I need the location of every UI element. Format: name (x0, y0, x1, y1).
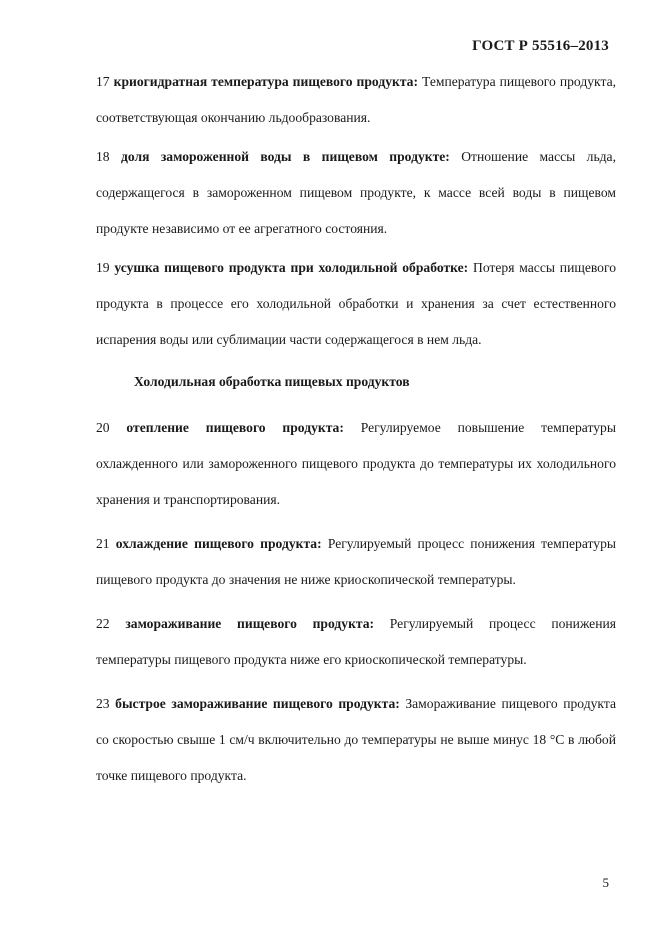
term-entry-21 (96, 526, 616, 598)
entry-definition: Потеря массы пищевого продукта в процессе его холодильной обработки и хранения за счет естественного испарения воды или сублимации части содержащегося в нем льда. (96, 260, 617, 347)
entry-number: 23 (96, 696, 110, 711)
entry-number: 19 (96, 260, 110, 275)
entry-definition: Отношение массы льда, содержащегося в замороженном пищевом продукте, к массе всей воды в пищевом продукте независимо от ее агрегатного состояния. (96, 149, 616, 236)
term-entry-23 (96, 686, 616, 794)
entry-term: охлаждение пищевого продукта: (115, 536, 322, 551)
entry-number: 21 (96, 536, 110, 551)
term-entry-20 (96, 410, 616, 518)
entry-definition: Регулируемый процесс понижения температуры пищевого продукта до значения не ниже криоскопической температуры. (96, 536, 616, 587)
section-heading: Холодильная обработка пищевых продуктов (134, 374, 410, 389)
entry-definition: Регулируемый процесс понижения температуры пищевого продукта ниже его криоскопической температуры. (96, 616, 616, 667)
entry-number: 18 (96, 149, 110, 164)
standard-number-header: ГОСТ Р 55516–2013 (472, 38, 609, 54)
entry-number: 20 (96, 420, 110, 435)
entry-term: усушка пищевого продукта при холодильной обработке: (114, 260, 469, 275)
page-number: 5 (602, 875, 609, 890)
entry-definition: Температура пищевого продукта, соответствующая окончанию льдообразования. (96, 74, 616, 125)
term-entry-18 (96, 139, 616, 247)
entry-term: доля замороженной воды в пищевом продукте: (120, 149, 450, 164)
entry-definition: Замораживание пищевого продукта со скоростью свыше 1 см/ч включительно до температуры не выше минус 18 °С в любой точке пищевого продукта. (96, 696, 616, 783)
entry-term: криогидратная температура пищевого продукта: (113, 74, 419, 89)
entry-number: 17 (96, 74, 110, 89)
entry-term: быстрое замораживание пищевого продукта: (115, 696, 400, 711)
term-entry-19 (96, 250, 616, 358)
term-entry-22 (96, 606, 616, 678)
document-body (96, 64, 616, 794)
entry-definition: Регулируемое повышение температуры охлажденного или замороженного пищевого продукта до температуры их холодильного хранения и транспортирования. (96, 420, 616, 507)
entry-term: замораживание пищевого продукта: (125, 616, 375, 631)
entry-number: 22 (96, 616, 110, 631)
entry-term: отепление пищевого продукта: (126, 420, 344, 435)
term-entry-17 (96, 64, 616, 136)
